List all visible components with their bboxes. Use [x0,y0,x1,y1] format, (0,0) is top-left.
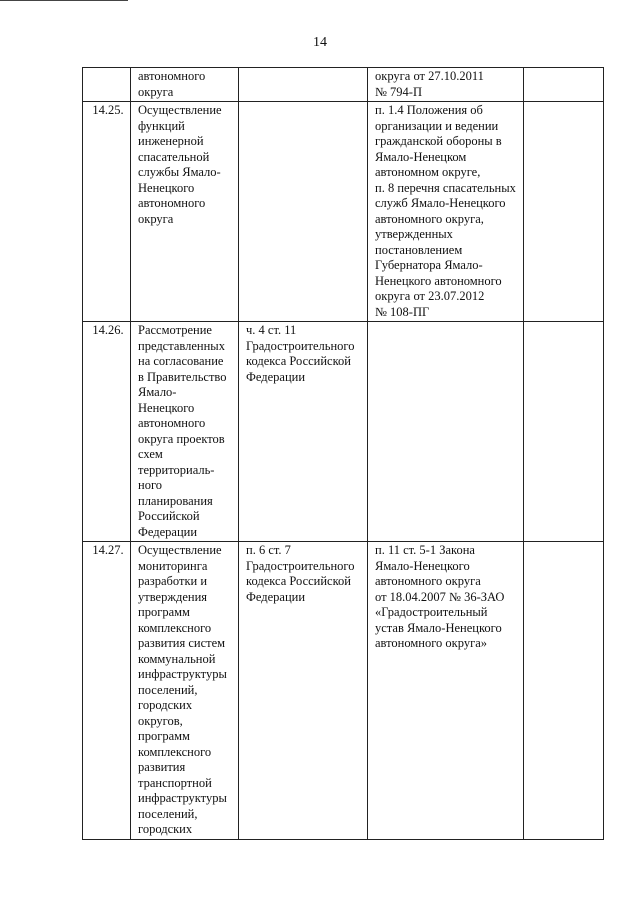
page-number: 14 [313,35,327,50]
authority-table [82,67,604,840]
row-number: 14.27. [83,542,131,840]
table-row [83,68,604,102]
table-row [83,542,604,840]
federal-basis: ч. 4 ст. 11 Градостроительного кодекса Российской Федерации [239,322,368,542]
extra-cell [524,68,604,102]
authority-name: автономного округа [131,68,239,102]
federal-basis [239,102,368,322]
regional-basis: п. 1.4 Положения об организации и ведении гражданской обороны в Ямало-Ненецком автономном округе, п. 8 перечня спасательных служб Ямало-Ненецкого автономного округа, утвержденных постановлением Губернатора Ямало- Ненецкого автономного округа от 23.07.2012 № 108-ПГ [368,102,524,322]
authority-name: Рассмотрение представленных на согласование в Правительство Ямало- Ненецкого автономного округа проектов схем территориаль- ного планирования Российской Федерации [131,322,239,542]
row-number: 14.25. [83,102,131,322]
regional-basis: п. 11 ст. 5-1 Закона Ямало-Ненецкого автономного округа от 18.04.2007 № 36-ЗАО «Градостроительный устав Ямало-Ненецкого автономного округа» [368,542,524,840]
extra-cell [524,102,604,322]
row-number: 14.26. [83,322,131,542]
authority-name: Осуществление функций инженерной спасательной службы Ямало- Ненецкого автономного округа [131,102,239,322]
table-row [83,322,604,542]
federal-basis: п. 6 ст. 7 Градостроительного кодекса Российской Федерации [239,542,368,840]
federal-basis [239,68,368,102]
regional-basis [368,322,524,542]
authority-name: Осуществление мониторинга разработки и утверждения программ комплексного развития систем коммунальной инфраструктуры поселений, городских округов, программ комплексного развития транспортной инфраструктуры поселений, городских [131,542,239,840]
row-number [83,68,131,102]
regional-basis: округа от 27.10.2011 № 794-П [368,68,524,102]
table-row [83,102,604,322]
extra-cell [524,322,604,542]
corner-rule [0,0,128,1]
extra-cell [524,542,604,840]
